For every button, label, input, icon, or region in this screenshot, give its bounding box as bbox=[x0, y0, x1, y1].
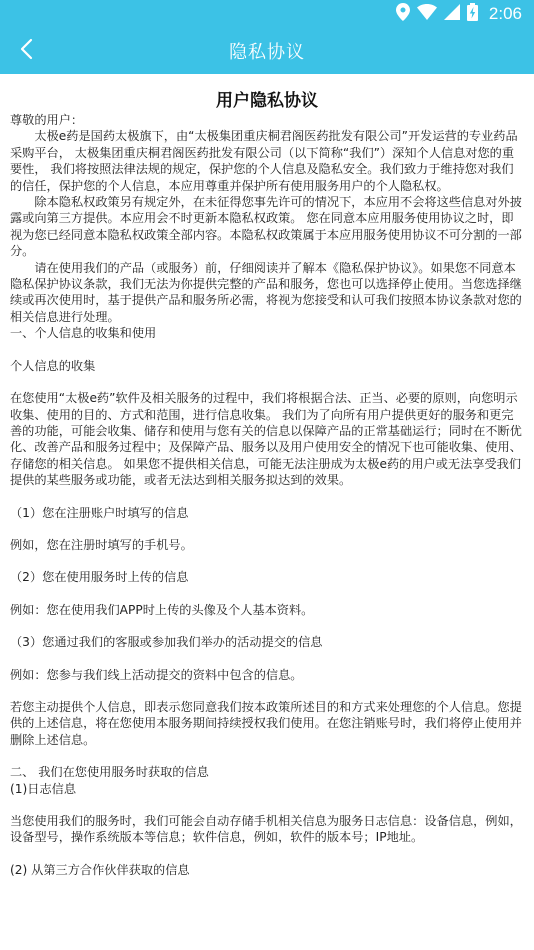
status-icons bbox=[396, 3, 522, 25]
third-party-info-title: (2) 从第三方合作伙伴获取的信息 bbox=[10, 862, 190, 877]
log-info-title: (1)日志信息 bbox=[10, 781, 77, 796]
battery-icon bbox=[467, 3, 478, 25]
list-item-1-example: 例如，您在注册时填写的手机号。 bbox=[10, 537, 193, 552]
status-time: 2:06 bbox=[488, 4, 522, 23]
intro-paragraph-3: 请在使用我们的产品（或服务）前，仔细阅读并了解本《隐私保护协议》。如果您不同意本隐私保护协议条款，我们无法为你提供完整的产品和服务，您也可以选择停止使用。当您选择继续或再次使用时，基于提供产品和服务所必需，将视为您接受和认可我们按照本协议条款对您的相关信息进行处理。 bbox=[10, 260, 522, 324]
greeting: 尊敬的用户： bbox=[10, 113, 84, 127]
consent-paragraph: 若您主动提供个人信息，即表示您同意我们按本政策所述目的和方式来处理您的个人信息。您提供的上述信息，将在您使用本服务期间持续授权我们使用。在您注销账号时，我们将停止使用并删除上述信息。 bbox=[10, 699, 522, 747]
section-heading-1: 一、个人信息的收集和使用 bbox=[10, 326, 157, 341]
signal-icon bbox=[444, 4, 460, 24]
list-item-1: （1）您在注册账户时填写的信息 bbox=[10, 505, 189, 520]
wifi-icon bbox=[417, 4, 437, 24]
page-title: 隐私协议 bbox=[229, 42, 305, 63]
intro-paragraph-1: 太极e药是国药太极旗下，由“太极集团重庆桐君阁医药批发有限公司”开发运营的专业药品采购平台， 太极集团重庆桐君阁医药批发有限公司（以下简称“我们”）深知个人信息对您的重要性， 我们将按照法律法规的规定，保护您的个人信息及隐私安全。我们致力于维持您对我们的信任，保护您的个人信息，本应用尊重并保护所有使用服务用户的个人隐私权。 bbox=[10, 129, 518, 193]
app-bar bbox=[0, 28, 534, 74]
location-icon bbox=[396, 3, 410, 25]
list-item-2: （2）您在使用服务时上传的信息 bbox=[10, 570, 189, 585]
list-item-3-example: 例如：您参与我们线上活动提交的资料中包含的信息。 bbox=[10, 667, 303, 682]
privacy-policy-content[interactable] bbox=[0, 74, 534, 950]
list-item-2-example: 例如：您在使用我们APP时上传的头像及个人基本资料。 bbox=[10, 602, 314, 617]
status-bar bbox=[0, 0, 534, 28]
log-info-paragraph: 当您使用我们的服务时，我们可能会自动存储手机相关信息为服务日志信息：设备信息，例如，设备型号，操作系统版本等信息；软件信息，例如，软件的版本号；IP地址。 bbox=[10, 814, 522, 845]
list-item-3: （3）您通过我们的客服或参加我们举办的活动提交的信息 bbox=[10, 635, 323, 650]
document-title: 用户隐私协议 bbox=[216, 91, 318, 111]
subsection-heading: 个人信息的收集 bbox=[10, 358, 96, 373]
section-heading-2: 二、 我们在您使用服务时获取的信息 bbox=[10, 765, 209, 780]
collection-paragraph: 在您使用“太极e药”软件及相关服务的过程中，我们将根据合法、正当、必要的原则，向您明示收集、使用的目的、方式和范围，进行信息收集。 我们为了向所有用户提供更好的服务和更完善的功能，可能会收集、储存和使用与您有关的信息以保障产品的正常基础运行；同时在不断优化、改善产品和服务过程中；及保障产品、服务以及用户使用安全的情况下也可能收集、使用、存储您的相关信息。 如果您不提供相关信息，可能无法注册成为太极e药的用户或无法享受我们提供的某些服务或功能，或者无法达到相关服务拟达到的效果。 bbox=[10, 391, 522, 488]
intro-paragraph-2: 除本隐私权政策另有规定外，在未征得您事先许可的情况下，本应用不会将这些信息对外披露或向第三方提供。本应用会不时更新本隐私权政策。 您在同意本应用服务使用协议之时，即视为您已经同意本隐私权政策全部内容。本隐私权政策属于本应用服务使用协议不可分割的一部分。 bbox=[10, 195, 522, 259]
